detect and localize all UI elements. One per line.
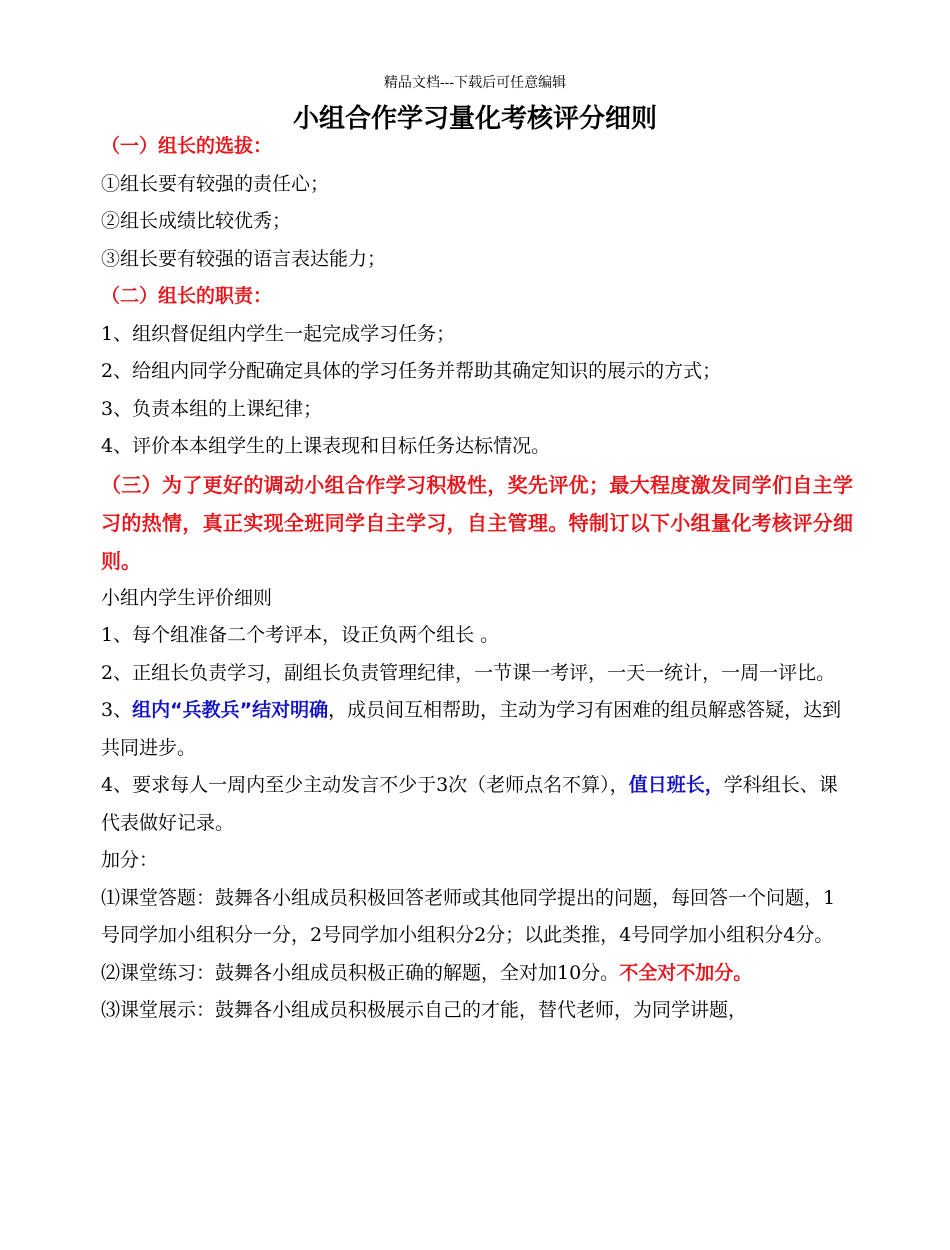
section1-item-1: ①组长要有较强的责任心； (101, 172, 330, 195)
section1-item-3: ③组长要有较强的语言表达能力； (101, 247, 387, 270)
section2-item-2: 2、给组内同学分配确定具体的学习任务并帮助其确定知识的展示的方式； (101, 360, 722, 382)
bonus-item-2-text: ⑵课堂练习：鼓舞各小组成员积极正确的解题，全对加10分。 (101, 961, 620, 984)
section2-heading: （二）组长的职责： (101, 285, 273, 307)
rules-item-4-highlight: 值日班长， (628, 774, 724, 796)
bonus-item-1: ⑴课堂答题：鼓舞各小组成员积极回答老师或其他同学提出的问题，每回答一个问题，1号同学加小组积分一分，2号同学加小组积分2分；以此类推，4号同学加小组积分4分。 (101, 886, 836, 946)
bonus-item-3: ⑶课堂展示：鼓舞各小组成员积极展示自己的才能，替代老师，为同学讲题， (101, 999, 748, 1021)
rules-item-3-prefix: 3、 (101, 699, 133, 721)
rules-item-3-rest: ，成员间互相帮助，主动为学习有困难的组员解惑答疑，达到共同进步。 (101, 699, 842, 759)
rules-item-3 (101, 692, 853, 767)
rules-item-3-highlight: 组内“兵教兵”结对明确 (132, 699, 329, 721)
rules-item-4-prefix: 4、要求每人一周内至少主动发言不少于3次（老师点名不算）， (101, 774, 629, 796)
rules-item-4-rest: 学科组长、课代表做好记录。 (101, 774, 838, 834)
rules-item-2: 2、正组长负责学习，副组长负责管理纪律，一节课一考评，一天一统计，一周一评比。 (101, 661, 836, 684)
bonus-item-2-highlight: 不全对不加分。 (619, 961, 753, 984)
rules-item-1: 1、每个组准备二个考评本，设正负两个组长 。 (101, 624, 500, 646)
bonus-label: 加分： (101, 849, 159, 871)
section1-heading: （一）组长的选拔： (101, 135, 273, 157)
section1-item-2: ②组长成绩比较优秀； (101, 210, 292, 232)
section2-item-1: 1、组织督促组内学生一起完成学习任务； (101, 322, 456, 345)
document-title: 小组合作学习量化考核评分细则 (292, 104, 657, 134)
document-body (101, 128, 853, 1030)
rules-subtitle: 小组内学生评价细则 (101, 586, 273, 609)
section3-heading: （三）为了更好的调动小组合作学习积极性，奖先评优；最大程度激发同学们自主学习的热情，真正实现全班同学自主学习，自主管理。特制订以下小组量化考核评分细则。 (101, 472, 853, 573)
section2-item-4: 4、评价本本组学生的上课表现和目标任务达标情况。 (101, 435, 551, 457)
section2-item-3: 3、负责本组的上课纪律； (101, 397, 323, 420)
header-note: 精品文档---下载后可任意编辑 (383, 75, 567, 91)
bonus-item-2 (101, 955, 853, 993)
rules-item-4 (101, 767, 853, 842)
